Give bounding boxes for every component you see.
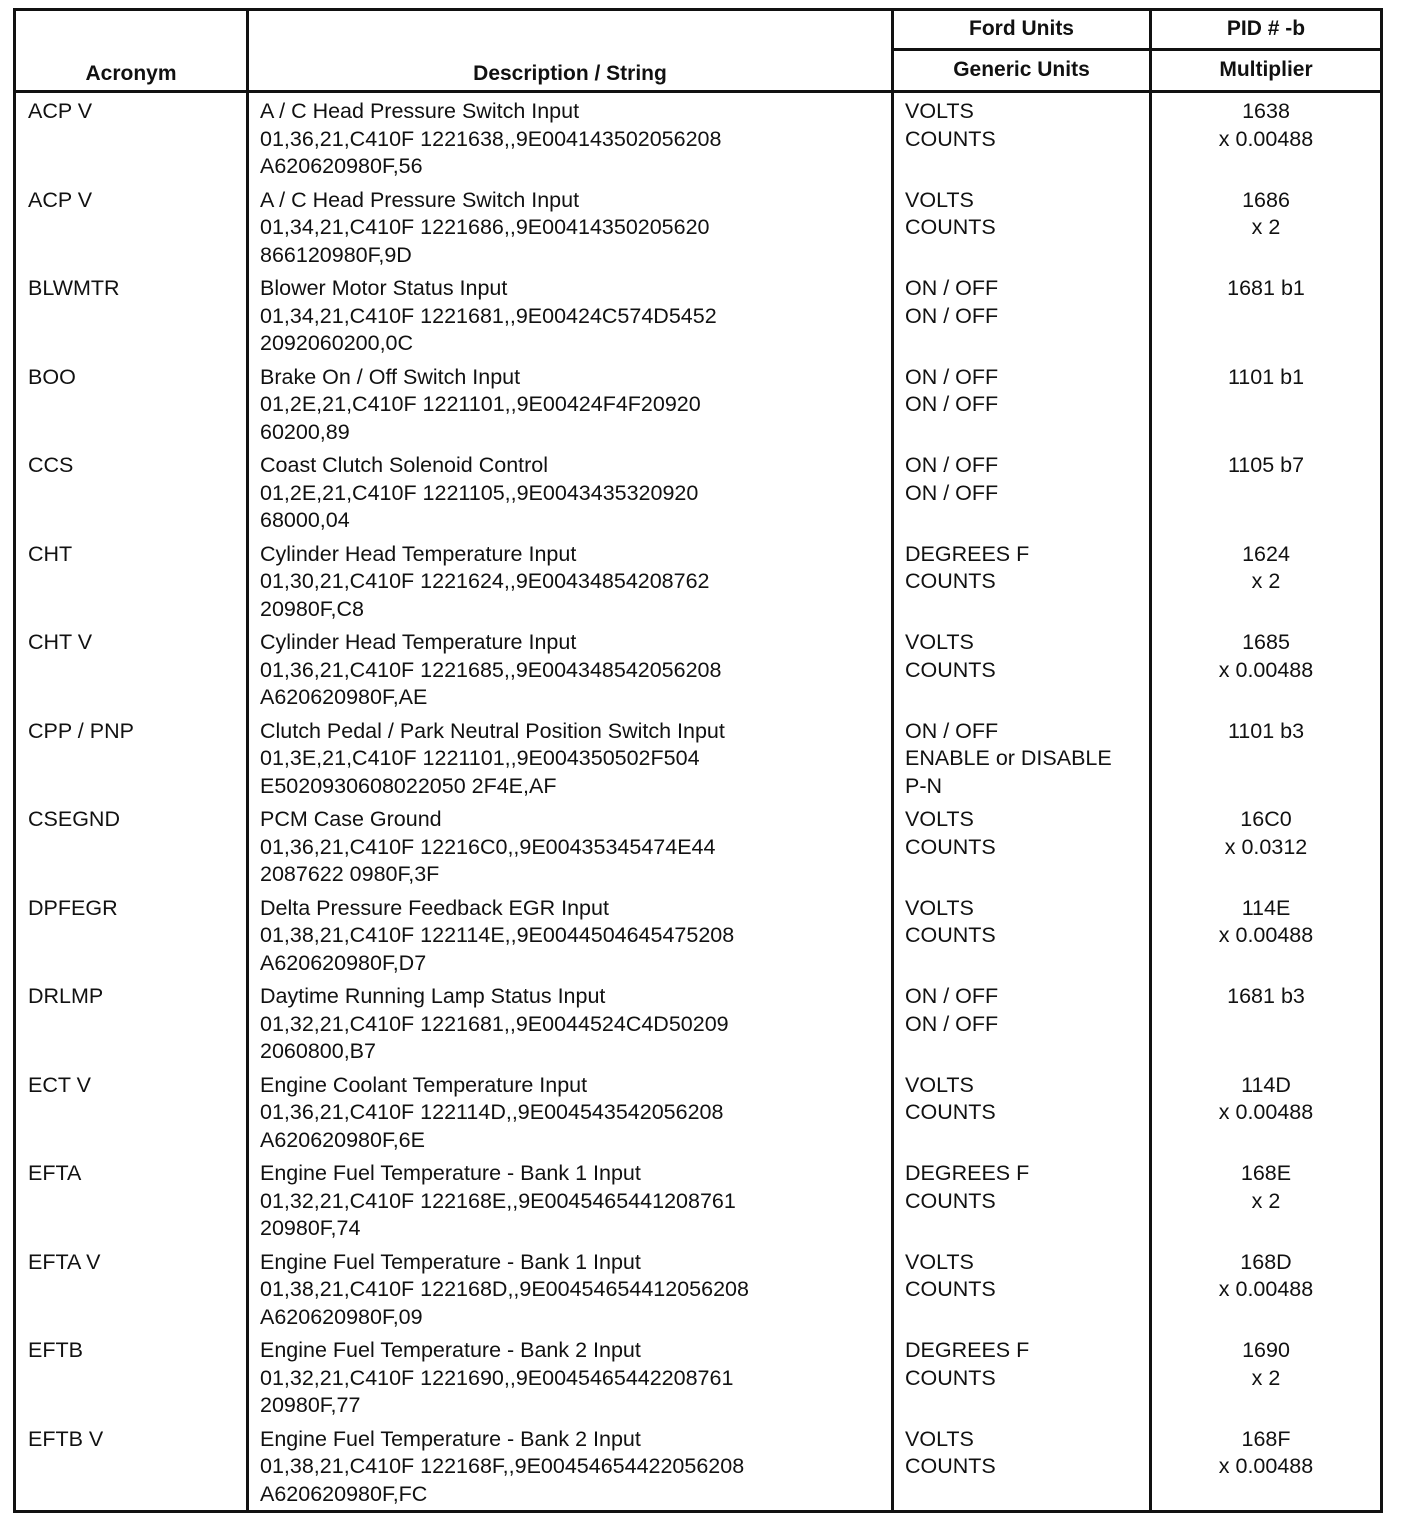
- pid-cell: [1151, 181, 1382, 270]
- units-cell: [893, 446, 1151, 535]
- string-line-1: 01,30,21,C410F 1221624,,9E00434854208762: [260, 569, 710, 593]
- string-line-2: 2092060200,0C: [260, 331, 414, 355]
- acronym: CCS: [28, 453, 74, 477]
- pid-number: 1101 b1: [1227, 364, 1305, 389]
- generic-unit: COUNTS: [905, 834, 996, 859]
- pid-number: 1101 b3: [1227, 718, 1305, 743]
- string-line-2: A620620980F,6E: [260, 1127, 425, 1152]
- units-cell: [893, 1066, 1151, 1155]
- generic-unit: COUNTS: [905, 1454, 996, 1478]
- acronym: DRLMP: [28, 984, 104, 1008]
- string-line-1: 01,3E,21,C410F 1221101,,9E004350502F504: [260, 746, 700, 770]
- acronym-cell: [15, 181, 248, 270]
- multiplier-value: x 0.00488: [1218, 1277, 1314, 1301]
- generic-unit: COUNTS: [905, 126, 996, 151]
- multiplier-value: x 0.00488: [1218, 1454, 1314, 1478]
- string-line-2: A620620980F,56: [260, 154, 423, 178]
- pid-number: 168F: [1241, 1426, 1291, 1451]
- description-cell: [248, 712, 893, 801]
- table-row: [15, 800, 1382, 889]
- description: Engine Fuel Temperature - Bank 1 Input: [260, 1161, 641, 1185]
- acronym: CHT: [28, 541, 73, 566]
- pid-cell: [1151, 358, 1382, 447]
- acronym-cell: [15, 712, 248, 801]
- units-cell: [893, 977, 1151, 1066]
- string-line-1: 01,38,21,C410F 122168F,,9E00454654422056208: [260, 1454, 745, 1478]
- acronym-cell: [15, 889, 248, 978]
- table-row: [15, 269, 1382, 358]
- acronym-cell: [15, 1331, 248, 1420]
- pid-number: 1690: [1242, 1338, 1290, 1362]
- ford-unit: VOLTS: [905, 807, 974, 831]
- string-line-2: A620620980F,FC: [260, 1481, 428, 1506]
- description-cell: [248, 358, 893, 447]
- description-cell: [248, 1420, 893, 1512]
- string-line-1: 01,36,21,C410F 1221685,,9E004348542056208: [260, 657, 722, 682]
- acronym: DPFEGR: [28, 895, 118, 920]
- acronym: ACP V: [28, 99, 93, 123]
- pid-cell: [1151, 800, 1382, 889]
- multiplier-value: x 0.00488: [1218, 657, 1314, 682]
- pid-cell: [1151, 269, 1382, 358]
- acronym-cell: [15, 92, 248, 181]
- string-line-1: 01,36,21,C410F 12216C0,,9E00435345474E44: [260, 834, 716, 859]
- description: PCM Case Ground: [260, 807, 442, 831]
- description-cell: [248, 1331, 893, 1420]
- table-row: [15, 1243, 1382, 1332]
- description-cell: [248, 889, 893, 978]
- acronym: BOO: [28, 364, 76, 389]
- table-body: [15, 92, 1382, 1512]
- generic-unit: COUNTS: [905, 657, 996, 682]
- pid-number: 114D: [1241, 1072, 1291, 1097]
- multiplier-value: x 0.00488: [1218, 923, 1314, 947]
- pid-number: 16C0: [1240, 807, 1292, 831]
- table-row: [15, 358, 1382, 447]
- units-cell: [893, 1243, 1151, 1332]
- ford-unit: DEGREES F: [905, 1161, 1030, 1185]
- ford-unit: ON / OFF: [905, 453, 999, 477]
- units-cell: [893, 535, 1151, 624]
- description-cell: [248, 446, 893, 535]
- description: Engine Fuel Temperature - Bank 2 Input: [260, 1426, 641, 1451]
- string-line-2: 60200,89: [260, 419, 350, 444]
- units-cell: [893, 1331, 1151, 1420]
- pid-cell: [1151, 92, 1382, 181]
- pid-cell: [1151, 535, 1382, 624]
- ford-unit: VOLTS: [905, 1426, 974, 1451]
- generic-unit: COUNTS: [905, 1188, 996, 1213]
- pid-number: 1686: [1242, 187, 1290, 212]
- header-generic-units: Generic Units: [893, 49, 1151, 91]
- description-cell: [248, 535, 893, 624]
- description: Clutch Pedal / Park Neutral Position Switch Input: [260, 718, 725, 743]
- table-row: [15, 446, 1382, 535]
- table-row: [15, 712, 1382, 801]
- description: A / C Head Pressure Switch Input: [260, 99, 580, 123]
- ford-unit: DEGREES F: [905, 1338, 1030, 1362]
- acronym-cell: [15, 977, 248, 1066]
- string-line-1: 01,38,21,C410F 122114E,,9E0044504645475208: [260, 923, 735, 947]
- multiplier-value: x 0.00488: [1218, 126, 1314, 151]
- ford-unit: ON / OFF: [905, 718, 999, 743]
- description: Cylinder Head Temperature Input: [260, 630, 577, 654]
- pid-cell: [1151, 889, 1382, 978]
- string-line-1: 01,32,21,C410F 122168E,,9E0045465441208761: [260, 1188, 736, 1213]
- acronym: CHT V: [28, 630, 93, 654]
- table-row: [15, 977, 1382, 1066]
- header-ford-units: Ford Units: [893, 10, 1151, 50]
- table-row: [15, 1066, 1382, 1155]
- acronym-cell: [15, 535, 248, 624]
- header-pid-b: PID # -b: [1151, 10, 1382, 50]
- description-cell: [248, 1066, 893, 1155]
- description-cell: [248, 1154, 893, 1243]
- units-cell: [893, 623, 1151, 712]
- acronym-cell: [15, 800, 248, 889]
- ford-unit: VOLTS: [905, 99, 974, 123]
- units-cell: [893, 712, 1151, 801]
- description: A / C Head Pressure Switch Input: [260, 187, 580, 212]
- description: Cylinder Head Temperature Input: [260, 541, 577, 566]
- description: Daytime Running Lamp Status Input: [260, 984, 606, 1008]
- string-line-1: 01,32,21,C410F 1221690,,9E0045465442208761: [260, 1365, 734, 1390]
- units-cell: [893, 269, 1151, 358]
- ford-unit: VOLTS: [905, 630, 974, 654]
- acronym: ACP V: [28, 187, 93, 212]
- string-line-2: E5020930608022050 2F4E,AF: [260, 773, 557, 798]
- multiplier-value: x 2: [1251, 1365, 1281, 1390]
- string-line-2: 866120980F,9D: [260, 242, 412, 267]
- table-row: [15, 1420, 1382, 1512]
- description-cell: [248, 269, 893, 358]
- string-line-2: 2060800,B7: [260, 1039, 376, 1063]
- ford-unit: ON / OFF: [905, 984, 999, 1008]
- string-line-2: A620620980F,AE: [260, 685, 428, 709]
- pid-reference-page: [13, 8, 1380, 1513]
- acronym: EFTB: [28, 1338, 83, 1362]
- description: Engine Fuel Temperature - Bank 2 Input: [260, 1338, 641, 1362]
- string-line-2: A620620980F,D7: [260, 950, 427, 975]
- acronym: EFTB V: [28, 1426, 104, 1451]
- pid-cell: [1151, 1331, 1382, 1420]
- ford-unit: VOLTS: [905, 895, 974, 920]
- string-line-1: 01,36,21,C410F 122114D,,9E004543542056208: [260, 1100, 724, 1124]
- acronym: BLWMTR: [28, 276, 120, 300]
- table-row: [15, 535, 1382, 624]
- generic-unit: COUNTS: [905, 1277, 996, 1301]
- pid-cell: [1151, 446, 1382, 535]
- description-cell: [248, 977, 893, 1066]
- generic-unit: COUNTS: [905, 923, 996, 947]
- generic-unit: ON / OFF: [905, 303, 999, 328]
- pid-cell: [1151, 1154, 1382, 1243]
- acronym-cell: [15, 623, 248, 712]
- string-line-2: 2087622 0980F,3F: [260, 862, 440, 886]
- acronym-cell: [15, 1154, 248, 1243]
- string-line-1: 01,34,21,C410F 1221681,,9E00424C574D5452: [260, 303, 717, 328]
- ford-unit: VOLTS: [905, 1249, 974, 1274]
- pid-number: 1681 b1: [1227, 276, 1305, 300]
- table-row: [15, 889, 1382, 978]
- description: Brake On / Off Switch Input: [260, 364, 521, 389]
- string-line-1: 01,32,21,C410F 1221681,,9E0044524C4D50209: [260, 1011, 729, 1036]
- pid-cell: [1151, 1420, 1382, 1512]
- multiplier-value: x 2: [1251, 1188, 1281, 1213]
- pid-cell: [1151, 623, 1382, 712]
- ford-unit: ON / OFF: [905, 276, 999, 300]
- pid-number: 1105 b7: [1227, 453, 1305, 477]
- acronym-cell: [15, 1066, 248, 1155]
- pid-number: 1681 b3: [1227, 984, 1305, 1008]
- description: Delta Pressure Feedback EGR Input: [260, 895, 609, 920]
- multiplier-value: x 2: [1251, 569, 1281, 593]
- pid-number: 1685: [1242, 630, 1290, 654]
- pid-number: 168E: [1240, 1161, 1292, 1185]
- pid-cell: [1151, 1243, 1382, 1332]
- acronym-cell: [15, 358, 248, 447]
- units-cell: [893, 1420, 1151, 1512]
- string-line-1: 01,34,21,C410F 1221686,,9E00414350205620: [260, 215, 710, 239]
- header-acronym: Acronym: [15, 10, 248, 92]
- units-cell: [893, 800, 1151, 889]
- string-line-2: 20980F,74: [260, 1216, 361, 1240]
- pid-number: 1638: [1242, 99, 1290, 123]
- multiplier-value: x 0.00488: [1218, 1100, 1314, 1124]
- acronym: CSEGND: [28, 807, 120, 831]
- pid-cell: [1151, 712, 1382, 801]
- table-row: [15, 92, 1382, 181]
- description: Engine Coolant Temperature Input: [260, 1072, 588, 1097]
- ford-unit: VOLTS: [905, 1072, 974, 1097]
- acronym: EFTA: [28, 1161, 82, 1185]
- header-description: Description / String: [248, 10, 893, 92]
- generic-unit: ON / OFF: [905, 480, 999, 505]
- acronym-cell: [15, 1420, 248, 1512]
- units-cell: [893, 1154, 1151, 1243]
- acronym: EFTA V: [28, 1249, 101, 1274]
- pid-number: 1624: [1242, 541, 1290, 566]
- acronym: ECT V: [28, 1072, 91, 1097]
- table-row: [15, 181, 1382, 270]
- pid-table: [13, 8, 1383, 1513]
- generic-unit: ON / OFF: [905, 1011, 999, 1036]
- description: Engine Fuel Temperature - Bank 1 Input: [260, 1249, 641, 1274]
- description-cell: [248, 1243, 893, 1332]
- generic-unit: COUNTS: [905, 1365, 996, 1390]
- units-cell: [893, 92, 1151, 181]
- string-line-2: 20980F,C8: [260, 596, 364, 621]
- pid-cell: [1151, 977, 1382, 1066]
- table-row: [15, 1331, 1382, 1420]
- multiplier-value: x 2: [1251, 215, 1281, 239]
- description-cell: [248, 800, 893, 889]
- units-cell: [893, 181, 1151, 270]
- table-row: [15, 1154, 1382, 1243]
- header-multiplier: Multiplier: [1151, 49, 1382, 91]
- acronym-cell: [15, 446, 248, 535]
- string-line-1: 01,2E,21,C410F 1221101,,9E00424F4F20920: [260, 392, 701, 416]
- multiplier-value: x 0.0312: [1224, 834, 1308, 859]
- pid-cell: [1151, 1066, 1382, 1155]
- acronym-cell: [15, 1243, 248, 1332]
- ford-unit: VOLTS: [905, 187, 974, 212]
- description: Blower Motor Status Input: [260, 276, 508, 300]
- description-cell: [248, 623, 893, 712]
- pid-number: 168D: [1240, 1249, 1292, 1274]
- string-line-1: 01,36,21,C410F 1221638,,9E004143502056208: [260, 126, 722, 151]
- description: Coast Clutch Solenoid Control: [260, 453, 549, 477]
- string-line-2: 68000,04: [260, 508, 350, 532]
- table-header: [15, 10, 1382, 92]
- string-line-2: A620620980F,09: [260, 1304, 423, 1329]
- units-cell: [893, 358, 1151, 447]
- string-line-1: 01,38,21,C410F 122168D,,9E00454654412056208: [260, 1277, 749, 1301]
- string-line-1: 01,2E,21,C410F 1221105,,9E0043435320920: [260, 480, 699, 505]
- table-row: [15, 623, 1382, 712]
- ford-unit: ON / OFF: [905, 364, 999, 389]
- ford-unit: DEGREES F: [905, 541, 1030, 566]
- description-cell: [248, 181, 893, 270]
- generic-unit-extra: P-N: [905, 773, 943, 798]
- string-line-2: 20980F,77: [260, 1393, 361, 1417]
- description-cell: [248, 92, 893, 181]
- generic-unit: ENABLE or DISABLE: [905, 746, 1112, 770]
- units-cell: [893, 889, 1151, 978]
- pid-number: 114E: [1241, 895, 1291, 920]
- generic-unit: COUNTS: [905, 1100, 996, 1124]
- acronym: CPP / PNP: [28, 718, 134, 743]
- generic-unit: COUNTS: [905, 215, 996, 239]
- generic-unit: ON / OFF: [905, 392, 999, 416]
- generic-unit: COUNTS: [905, 569, 996, 593]
- acronym-cell: [15, 269, 248, 358]
